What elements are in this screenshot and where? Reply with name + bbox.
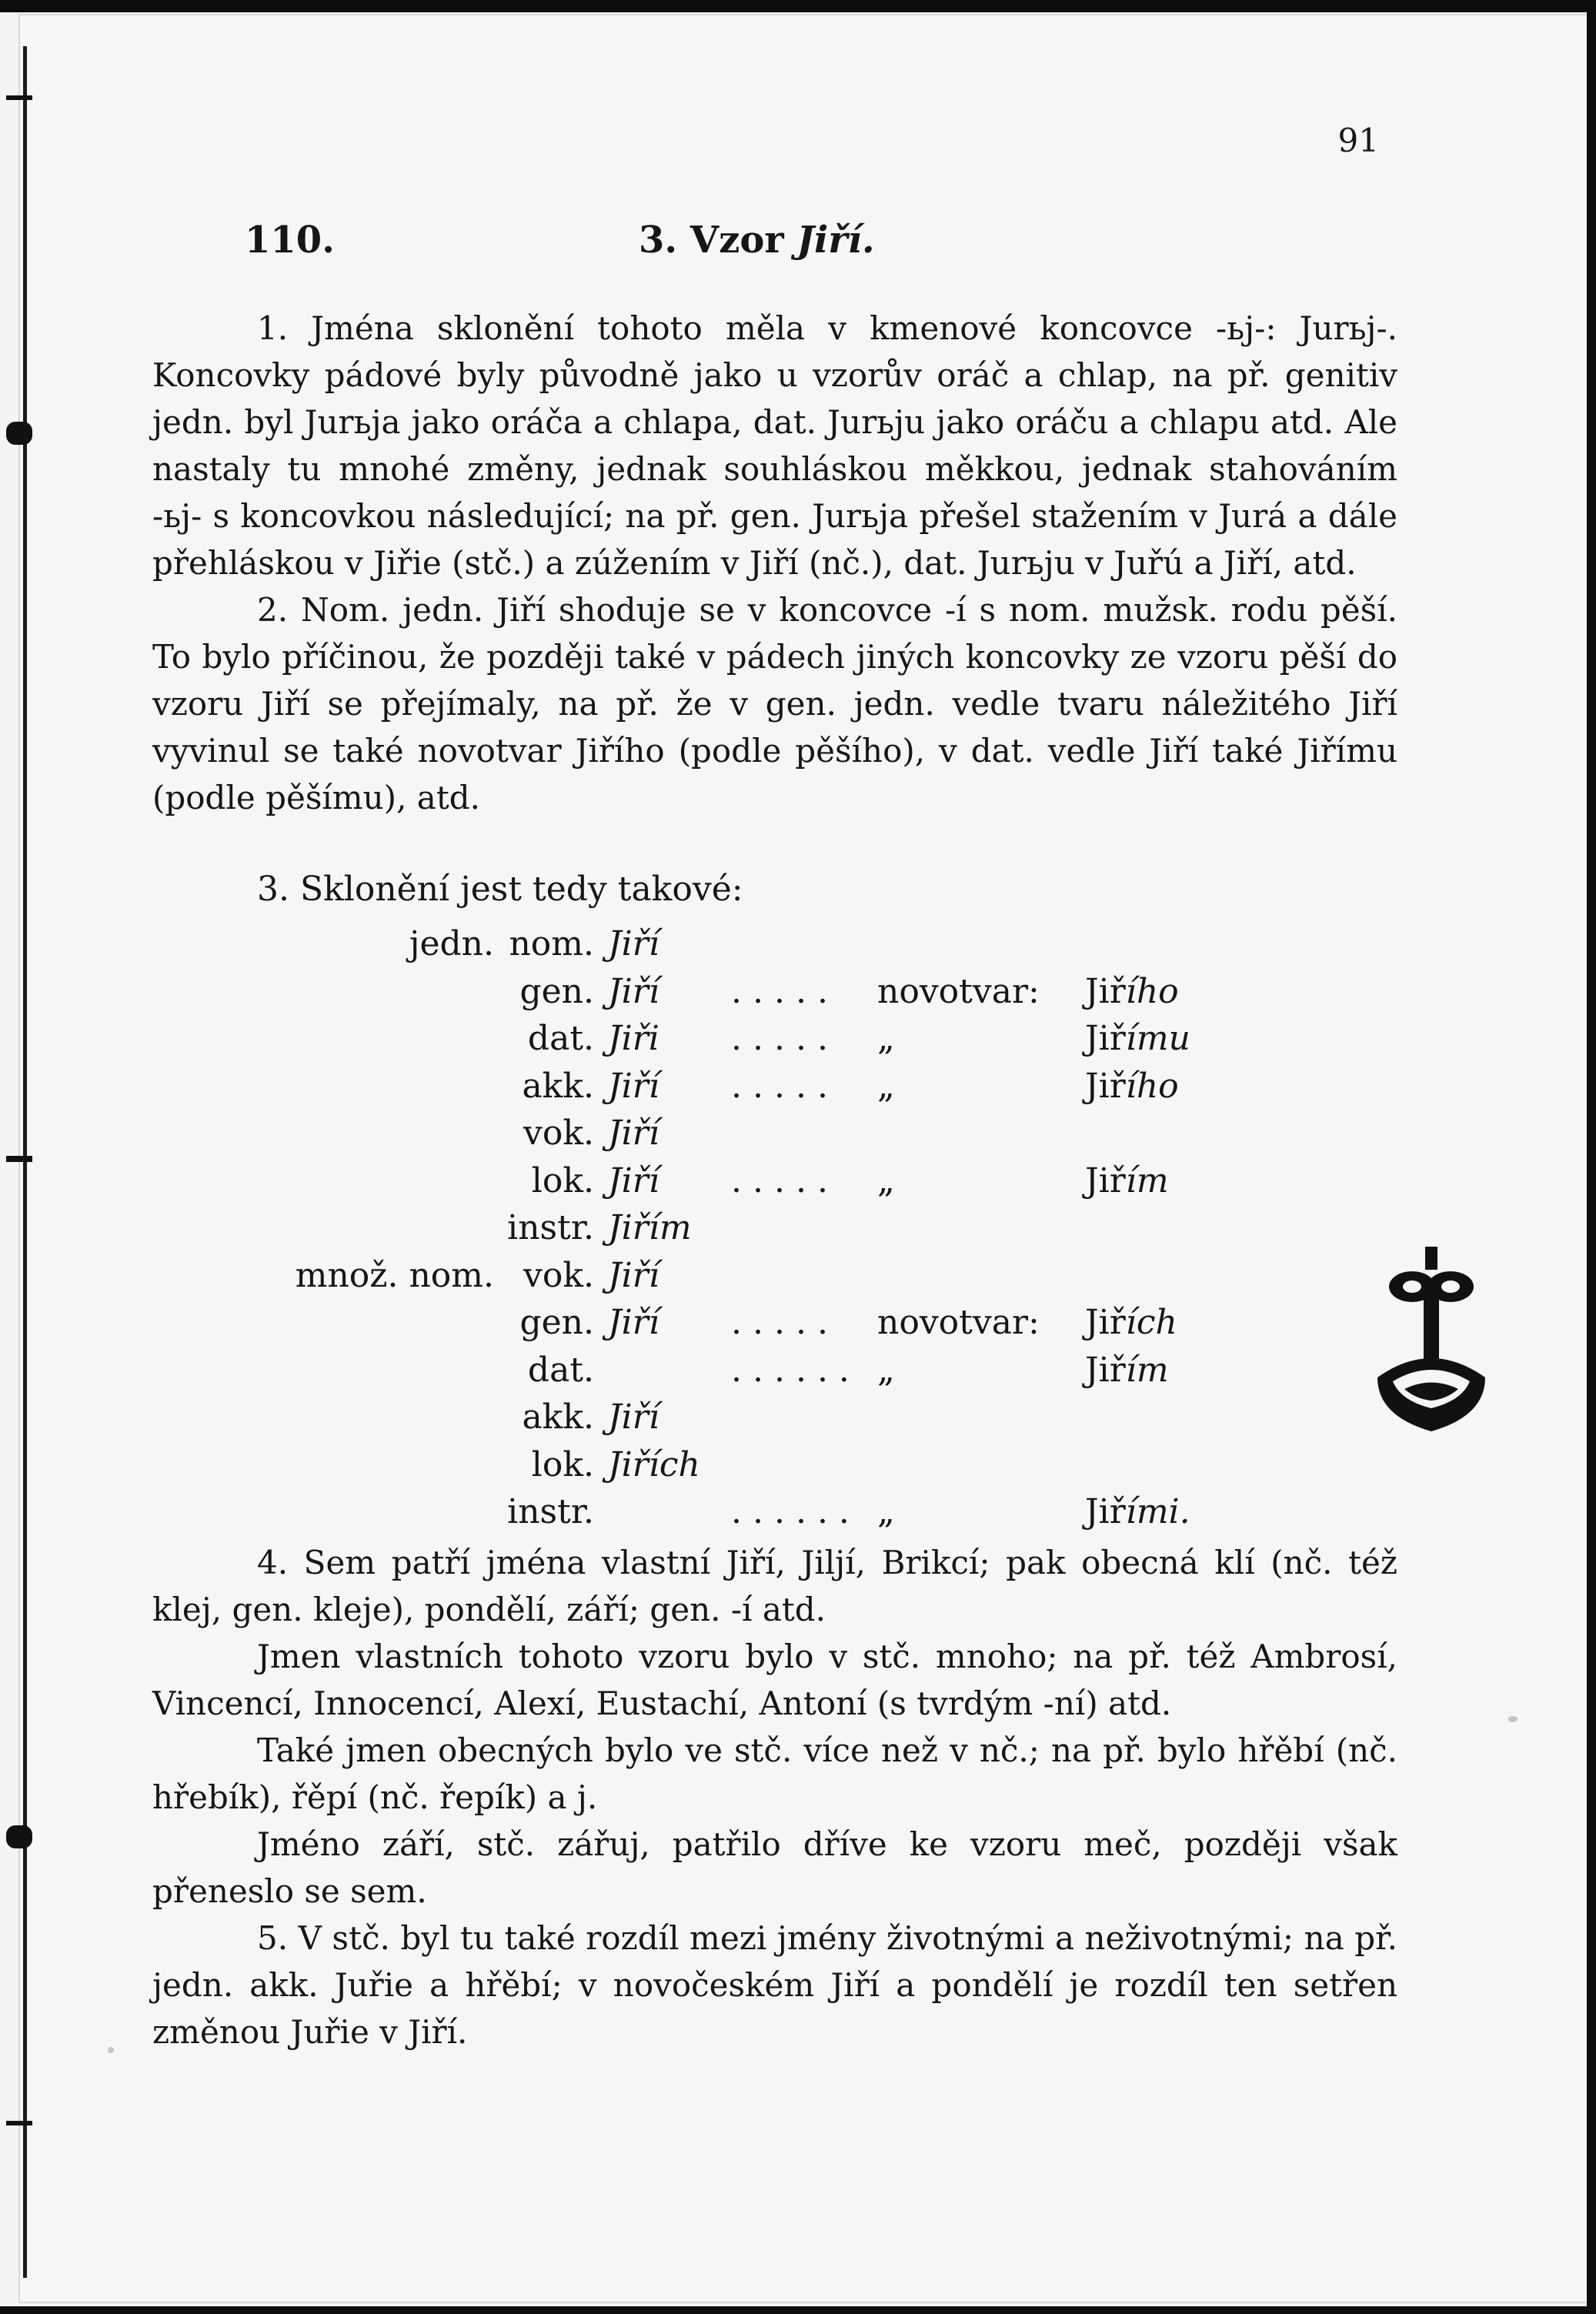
declension-form: Jiřím bbox=[608, 1208, 692, 1248]
declension-dots bbox=[731, 1204, 877, 1252]
declension-alternative bbox=[1085, 968, 1239, 1016]
paragraph-5: 5. V stč. byl tu také rozdíl mezi jmény životnými a neživotnými; na př. jedn. akk. Juřie a hřěbí; v novočeském Jiří a pondělí je rozdíl ten setřen změnou Juřie v Jiří. bbox=[152, 1919, 1397, 2051]
declension-form: Jiři bbox=[608, 1019, 659, 1059]
alternative-ending: ím bbox=[1125, 1350, 1169, 1390]
paragraph-1: 1. Jména sklonění tohoto měla v kmenové koncovce -ьj-: Jurьj-. Koncovky pádové byly původně jako u vzorův oráč a chlap, na př. genitiv jedn. byl Jurьja jako oráča a chlapa, dat. Jurьju jako oráču a chlapu atd. Ale nastaly tu mnohé změny, jednak souhláskou měkkou, jednak stahováním -ьj- s koncovkou následující; na př. gen. Jurьja přešel stažením v Jurá a dále přehláskou v Jiřie (stč.) a zúžením v Jiří (nč.), dat. Jurьju v Juřú a Jiří, atd. bbox=[152, 309, 1397, 582]
declension-row bbox=[262, 1441, 1239, 1489]
declension-form: Jiří bbox=[608, 1303, 659, 1343]
alternative-ending: ího bbox=[1125, 971, 1179, 1011]
declension-number bbox=[262, 1299, 503, 1347]
declension-heading: 3. Sklonění jest tedy takové: bbox=[257, 870, 743, 909]
declension-dots bbox=[731, 1252, 877, 1300]
declension-form: Jiří bbox=[608, 1255, 659, 1295]
declension-alternative bbox=[1085, 1299, 1239, 1347]
declension-form: Jiřích bbox=[608, 1444, 700, 1484]
declension-number bbox=[262, 1110, 503, 1157]
binding-rule bbox=[23, 46, 27, 2278]
declension-variant: „ bbox=[877, 1066, 895, 1106]
declension-number bbox=[262, 1488, 503, 1536]
binding-tick bbox=[6, 422, 32, 445]
declension-row bbox=[262, 1063, 1239, 1110]
declension-variant bbox=[877, 1252, 1085, 1300]
declension-dots: ..... bbox=[731, 1303, 839, 1343]
declension-case: nom. bbox=[509, 924, 594, 964]
declension-table bbox=[262, 920, 1239, 1536]
scan-edge-right bbox=[1587, 0, 1596, 2314]
page-number: 91 bbox=[1337, 122, 1379, 159]
declension-case: vok. bbox=[523, 1255, 594, 1295]
title-prefix: 3. Vzor bbox=[639, 219, 797, 262]
anchor-stamp-icon bbox=[1370, 1247, 1493, 1447]
declension-dots: ..... bbox=[731, 1160, 839, 1200]
alternative-stem: Jiř bbox=[1085, 1160, 1126, 1200]
declension-form bbox=[608, 1488, 731, 1536]
declension-number: jedn. bbox=[409, 924, 494, 964]
declension-variant: novotvar: bbox=[877, 971, 1040, 1011]
scan-edge-bottom bbox=[0, 2306, 1596, 2314]
declension-alternative bbox=[1085, 1488, 1239, 1536]
declension-dots: ..... bbox=[731, 1019, 839, 1059]
declension-number bbox=[262, 1204, 503, 1252]
declension-case: akk. bbox=[522, 1066, 594, 1106]
alternative-stem: Jiř bbox=[1085, 1350, 1126, 1390]
ink-mark bbox=[1508, 1716, 1518, 1722]
binding-tick bbox=[6, 1825, 32, 1848]
section-title bbox=[639, 219, 875, 262]
declension-dots: ..... bbox=[731, 1066, 839, 1106]
declension-case: gen. bbox=[519, 971, 594, 1011]
declension-alternative bbox=[1085, 1157, 1239, 1205]
declension-row bbox=[262, 1252, 1239, 1300]
declension-number bbox=[262, 1347, 503, 1394]
paragraph-4b: Jmen vlastních tohoto vzoru bylo v stč. mnoho; na př. též Ambrosí, Vincencí, Innocencí, Alexí, Eustachí, Antoní (s tvrdým -ní) atd. bbox=[152, 1638, 1397, 1722]
declension-dots bbox=[731, 1394, 877, 1441]
declension-dots bbox=[731, 1441, 877, 1489]
alternative-ending: ími. bbox=[1125, 1492, 1190, 1532]
declension-alternative bbox=[1085, 1204, 1239, 1252]
declension-dots bbox=[731, 1110, 877, 1157]
declension-case: vok. bbox=[523, 1114, 594, 1154]
declension-case: akk. bbox=[522, 1397, 594, 1437]
paragraph-2: 2. Nom. jedn. Jiří shoduje se v koncovce -í s nom. mužsk. rodu pěší. To bylo příčinou, že později také v pádech jiných koncovky ze vzoru pěší do vzoru Jiří se přejímaly, na př. že v gen. jedn. vedle tvaru náležitého Jiří vyvinul se také novotvar Jiřího (podle pěšího), v dat. vedle Jiří také Jiřímu (podle pěšímu), atd. bbox=[152, 591, 1397, 816]
declension-variant: „ bbox=[877, 1160, 895, 1200]
declension-variant bbox=[877, 1394, 1085, 1441]
declension-row bbox=[262, 920, 1239, 968]
alternative-ending: ím bbox=[1125, 1160, 1169, 1200]
declension-variant bbox=[877, 1441, 1085, 1489]
paragraph-4: 4. Sem patří jména vlastní Jiří, Jiljí, Brikcí; pak obecná klí (nč. též klej, gen. kleje), pondělí, září; gen. -í atd. bbox=[152, 1544, 1397, 1628]
declension-variant: novotvar: bbox=[877, 1303, 1040, 1343]
paragraph-4c: Také jmen obecných bylo ve stč. více než v nč.; na př. bylo hřěbí (nč. hřebík), řěpí (nč. řepík) a j. bbox=[152, 1731, 1397, 1816]
declension-number bbox=[262, 1063, 503, 1110]
declension-alternative bbox=[1085, 920, 1239, 968]
section-number: 110. bbox=[245, 219, 335, 262]
declension-row bbox=[262, 1488, 1239, 1536]
declension-dots: ...... bbox=[731, 1350, 860, 1390]
intro-paragraphs bbox=[152, 305, 1397, 821]
declension-variant bbox=[877, 1110, 1085, 1157]
scan-edge-top bbox=[0, 0, 1596, 12]
declension-row bbox=[262, 1204, 1239, 1252]
declension-alternative bbox=[1085, 1252, 1239, 1300]
declension-variant bbox=[877, 920, 1085, 968]
declension-row bbox=[262, 1299, 1239, 1347]
declension-number bbox=[262, 1015, 503, 1063]
declension-case: lok. bbox=[531, 1160, 594, 1200]
declension-number bbox=[262, 1394, 503, 1441]
binding-tick bbox=[6, 95, 32, 100]
title-name: Jiří. bbox=[796, 219, 875, 262]
declension-form: Jiří bbox=[608, 1397, 659, 1437]
declension-number bbox=[262, 1441, 503, 1489]
declension-form: Jiří bbox=[608, 1160, 659, 1200]
declension-row bbox=[262, 1347, 1239, 1394]
declension-alternative bbox=[1085, 1110, 1239, 1157]
declension-number: množ. nom. bbox=[295, 1255, 494, 1295]
ink-mark bbox=[108, 2047, 114, 2053]
declension-dots: ..... bbox=[731, 971, 839, 1011]
declension-number bbox=[262, 1157, 503, 1205]
alternative-ending: ímu bbox=[1125, 1019, 1190, 1059]
declension-alternative bbox=[1085, 1347, 1239, 1394]
declension-case: lok. bbox=[531, 1444, 594, 1484]
alternative-stem: Jiř bbox=[1085, 971, 1126, 1011]
alternative-ending: ích bbox=[1125, 1303, 1177, 1343]
declension-form: Jiří bbox=[608, 924, 659, 964]
closing-paragraphs bbox=[152, 1539, 1397, 2055]
alternative-stem: Jiř bbox=[1085, 1303, 1126, 1343]
declension-dots: ...... bbox=[731, 1492, 860, 1532]
declension-alternative bbox=[1085, 1394, 1239, 1441]
declension-row bbox=[262, 1394, 1239, 1441]
declension-form: Jiří bbox=[608, 1066, 659, 1106]
declension-variant: „ bbox=[877, 1492, 895, 1532]
declension-row bbox=[262, 1110, 1239, 1157]
alternative-stem: Jiř bbox=[1085, 1019, 1126, 1059]
declension-alternative bbox=[1085, 1063, 1239, 1110]
paragraph-4d: Jméno září, stč. zářuj, patřilo dříve ke vzoru meč, později však přeneslo se sem. bbox=[152, 1825, 1397, 1910]
declension-variant: „ bbox=[877, 1019, 895, 1059]
declension-form: Jiří bbox=[608, 1114, 659, 1154]
binding-tick bbox=[6, 1156, 32, 1162]
alternative-ending: ího bbox=[1125, 1066, 1179, 1106]
declension-alternative bbox=[1085, 1441, 1239, 1489]
binding-tick bbox=[6, 2121, 32, 2125]
declension-case: dat. bbox=[527, 1350, 594, 1390]
declension-case: instr. bbox=[507, 1208, 594, 1248]
declension-case: instr. bbox=[507, 1492, 594, 1532]
declension-row bbox=[262, 968, 1239, 1016]
declension-row bbox=[262, 1157, 1239, 1205]
declension-form bbox=[608, 1347, 731, 1394]
alternative-stem: Jiř bbox=[1085, 1066, 1126, 1106]
declension-row bbox=[262, 1015, 1239, 1063]
declension-form: Jiří bbox=[608, 971, 659, 1011]
declension-number bbox=[262, 968, 503, 1016]
declension-variant: „ bbox=[877, 1350, 895, 1390]
declension-case: gen. bbox=[519, 1303, 594, 1343]
declension-alternative bbox=[1085, 1015, 1239, 1063]
declension-variant bbox=[877, 1204, 1085, 1252]
declension-case: dat. bbox=[527, 1019, 594, 1059]
declension-dots bbox=[731, 920, 877, 968]
alternative-stem: Jiř bbox=[1085, 1492, 1126, 1532]
